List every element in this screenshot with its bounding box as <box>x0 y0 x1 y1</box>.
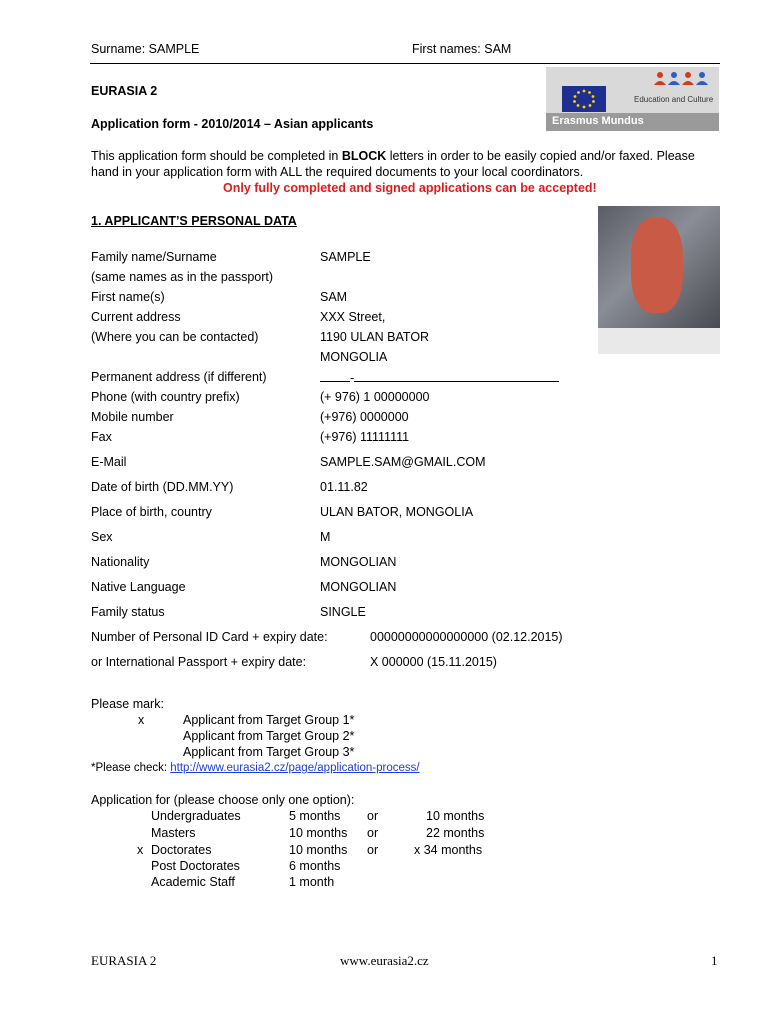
option-duration-long[interactable]: 22 months <box>426 826 485 840</box>
applicant-photo <box>598 206 720 354</box>
address-note: (Where you can be contacted) <box>91 330 259 344</box>
option-duration-short[interactable]: 5 months <box>289 809 341 823</box>
id-card-label: Number of Personal ID Card + expiry date: <box>91 630 328 644</box>
option-duration-long[interactable]: 10 months <box>426 809 485 823</box>
pob-value: ULAN BATOR, MONGOLIA <box>320 505 474 519</box>
fax-label: Fax <box>91 430 112 444</box>
option-mark: x <box>137 843 144 857</box>
option-undergraduates[interactable]: Undergraduates <box>151 809 241 823</box>
photo-face <box>631 218 683 313</box>
warning-text: Only fully completed and signed applications can be accepted! <box>223 181 597 195</box>
sex-value: M <box>320 530 331 544</box>
eu-flag-icon <box>562 86 606 112</box>
people-figures-icon <box>650 69 710 87</box>
option-academic-staff[interactable]: Academic Staff <box>151 875 235 889</box>
first-name-value: SAM <box>320 290 348 304</box>
option-masters[interactable]: Masters <box>151 826 196 840</box>
instructions-text-a: This application form should be completed in <box>91 149 342 163</box>
family-name-value: SAMPLE <box>320 250 371 264</box>
phone-label: Phone (with country prefix) <box>91 390 240 404</box>
family-status-label: Family status <box>91 605 165 619</box>
email-label: E-Mail <box>91 455 127 469</box>
application-process-link[interactable]: http://www.eurasia2.cz/page/application-process/ <box>170 762 420 774</box>
option-duration-short[interactable]: 10 months <box>289 843 348 857</box>
permanent-address-label: Permanent address (if different) <box>91 370 267 384</box>
target-group-1-option[interactable]: Applicant from Target Group 1* <box>183 713 355 727</box>
phone-value: (+ 976) 1 00000000 <box>320 390 430 404</box>
target-group-3-option[interactable]: Applicant from Target Group 3* <box>183 745 355 759</box>
address-line-1: XXX Street, <box>320 310 386 324</box>
id-card-value: 00000000000000000 (02.12.2015) <box>370 630 563 644</box>
email-value: SAMPLE.SAM@GMAIL.COM <box>320 455 486 469</box>
option-or: or <box>367 843 379 857</box>
please-check-note <box>91 762 420 774</box>
nationality-label: Nationality <box>91 555 150 569</box>
form-title: Application form - 2010/2014 – Asian applicants <box>91 117 374 131</box>
logo-dg-text: Education and Culture <box>634 95 714 104</box>
option-or: or <box>367 809 379 823</box>
option-duration-long[interactable]: x 34 months <box>414 843 483 857</box>
mobile-value: (+976) 0000000 <box>320 410 409 424</box>
native-language-label: Native Language <box>91 580 186 594</box>
native-language-value: MONGOLIAN <box>320 580 397 594</box>
pob-label: Place of birth, country <box>91 505 212 519</box>
target-group-1-mark: x <box>138 713 145 727</box>
nationality-value: MONGOLIAN <box>320 555 397 569</box>
fax-value: (+976) 11111111 <box>320 430 410 444</box>
page-number: 1 <box>711 953 718 968</box>
dob-label: Date of birth (DD.MM.YY) <box>91 480 234 494</box>
header-first-names: First names: SAM <box>412 42 512 56</box>
passport-value: X 000000 (15.11.2015) <box>370 655 497 669</box>
photo-shirt <box>598 328 720 354</box>
address-line-2: 1190 ULAN BATOR <box>320 330 430 344</box>
dob-value: 01.11.82 <box>320 480 368 494</box>
family-name-label: Family name/Surname <box>91 250 217 264</box>
please-check-label: *Please check: <box>91 762 171 774</box>
target-group-2-option[interactable]: Applicant from Target Group 2* <box>183 729 355 743</box>
section-title: 1. APPLICANT’S PERSONAL DATA <box>91 214 297 228</box>
address-line-3: MONGOLIA <box>320 350 388 364</box>
option-post-doctorates[interactable]: Post Doctorates <box>151 859 240 873</box>
option-duration-short[interactable]: 1 month <box>289 875 335 889</box>
option-duration-short[interactable]: 10 months <box>289 826 348 840</box>
logo-program-name: Erasmus Mundus <box>552 115 644 127</box>
project-title: EURASIA 2 <box>91 84 158 98</box>
family-status-value: SINGLE <box>320 605 366 619</box>
option-doctorates[interactable]: Doctorates <box>151 843 212 857</box>
footer-project: EURASIA 2 <box>91 953 157 968</box>
instructions-line-1 <box>91 149 695 163</box>
permanent-address-field <box>320 370 559 385</box>
please-mark-title: Please mark: <box>91 697 164 711</box>
sex-label: Sex <box>91 530 113 544</box>
erasmus-mundus-logo <box>546 67 719 131</box>
first-name-label: First name(s) <box>91 290 165 304</box>
header-divider <box>90 63 720 64</box>
instructions-block-word: BLOCK <box>341 149 387 163</box>
header-surname: Surname: SAMPLE <box>91 42 200 56</box>
footer-website: www.eurasia2.cz <box>340 953 429 968</box>
option-duration-short[interactable]: 6 months <box>289 859 341 873</box>
permanent-address-dash: - <box>350 371 355 385</box>
instructions-text-b: letters in order to be easily copied and/or faxed. Please <box>386 149 695 163</box>
application-for-title: Application for (please choose only one option): <box>91 793 355 807</box>
option-or: or <box>367 826 379 840</box>
instructions-line-2: hand in your application form with ALL the required documents to your local coordinators. <box>91 165 584 179</box>
passport-label: or International Passport + expiry date: <box>91 655 307 669</box>
address-label: Current address <box>91 310 181 324</box>
family-name-note: (same names as in the passport) <box>91 270 274 284</box>
mobile-label: Mobile number <box>91 410 174 424</box>
permanent-address-blank-1 <box>320 370 350 382</box>
permanent-address-blank-2 <box>354 370 559 382</box>
